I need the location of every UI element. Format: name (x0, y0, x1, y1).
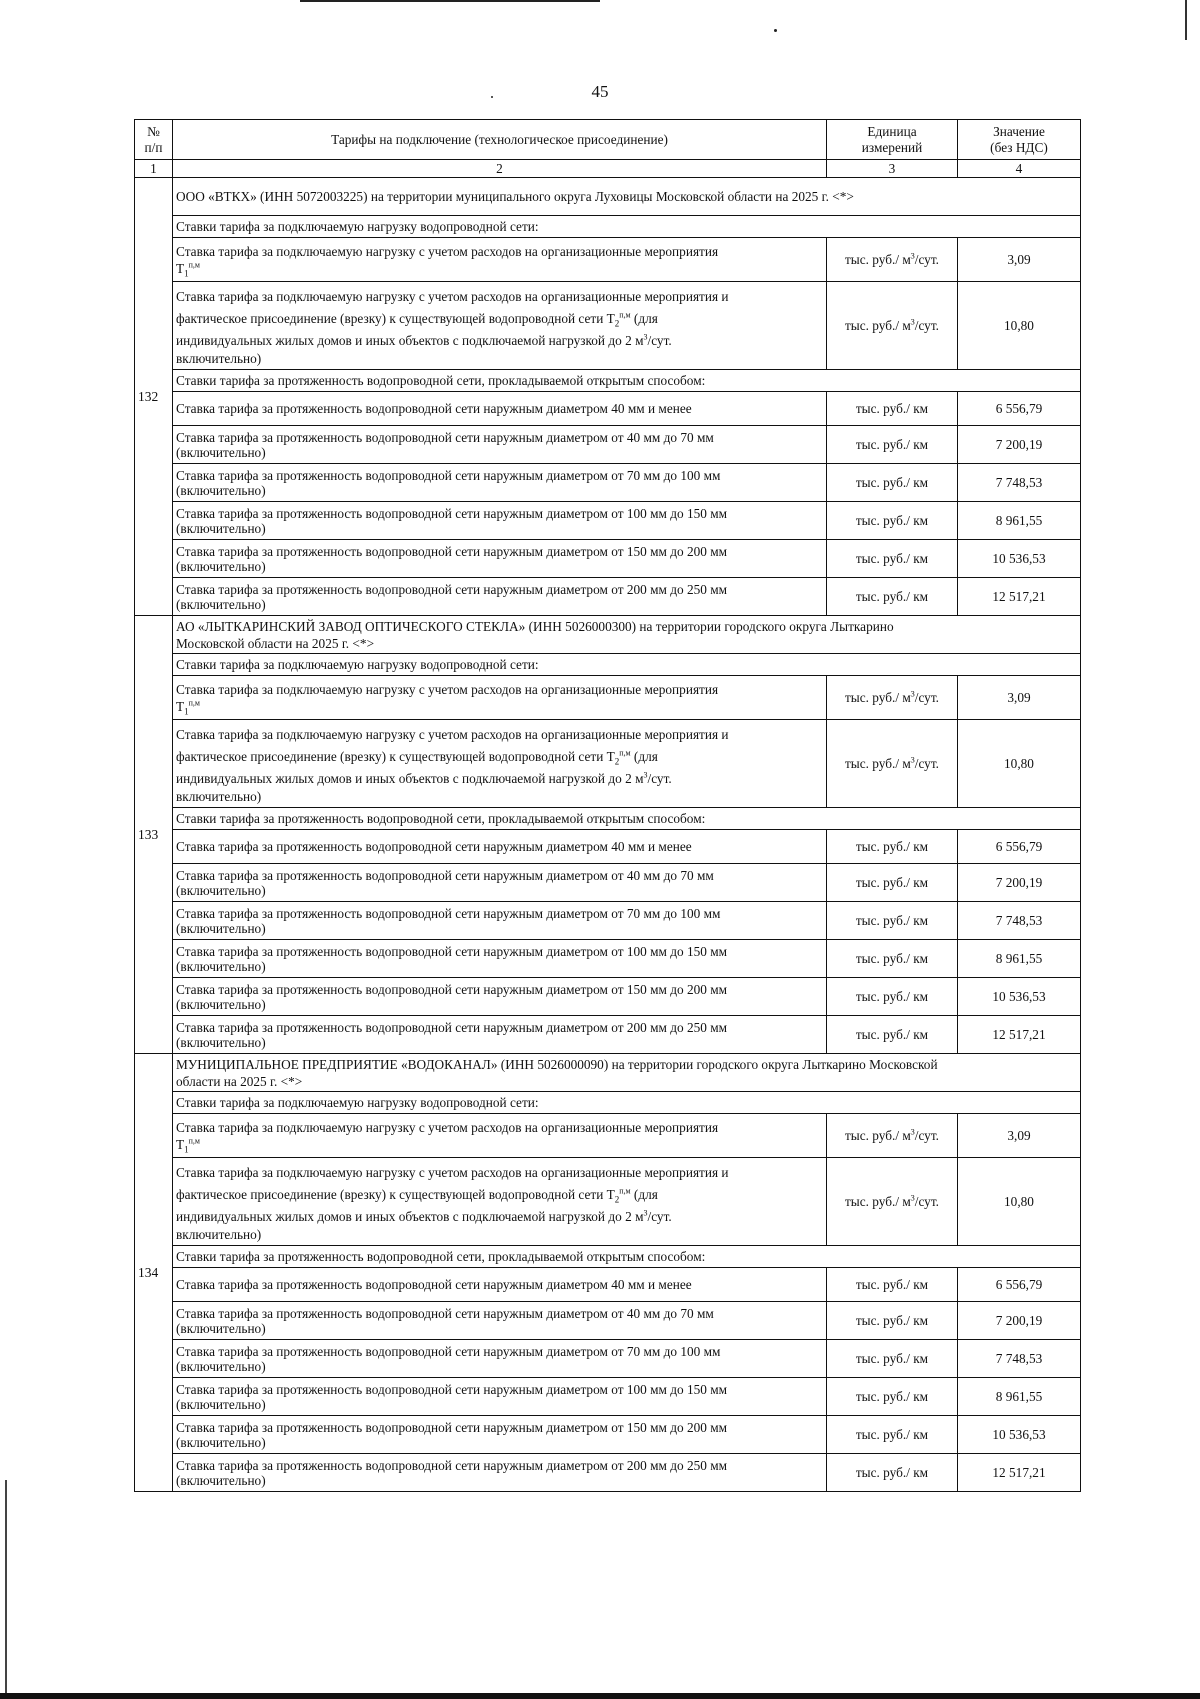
load-heading: Ставки тарифа за подключаемую нагрузку водопроводной сети: (173, 216, 1081, 238)
subscript: 1 (184, 1144, 189, 1155)
subscript: 2 (614, 1194, 620, 1205)
diameter-text: Ставка тарифа за протяженность водопроводной сети наружным диаметром 40 мм и менее (176, 1277, 692, 1292)
diameter-row (135, 578, 1081, 616)
length-heading: Ставки тарифа за протяженность водопроводной сети, прокладываемой открытым способом: (173, 1246, 1081, 1268)
value-cell: 10,80 (958, 720, 1081, 808)
unit-text: тыс. руб./ м (845, 756, 911, 771)
tariff-t2-text: включительно) (176, 788, 262, 804)
diameter-description (173, 540, 827, 578)
scan-edge-top (300, 0, 600, 2)
subscript: 2 (614, 756, 620, 767)
symbol-letter: Т (176, 698, 185, 714)
tariff-t2-text: включительно) (176, 350, 262, 366)
tariff-t2-text: включительно) (176, 1226, 262, 1242)
section-number: 134 (135, 1054, 173, 1492)
organization-line: Московской области на 2025 г. <*> (176, 635, 375, 651)
superscript: п,м (188, 698, 200, 708)
diameter-row (135, 902, 1081, 940)
diameter-description (173, 830, 827, 864)
diameter-description (173, 1302, 827, 1340)
text-part: фактическое присоединение (врезку) к существующей водопроводной сети Т (176, 310, 615, 326)
table-header (135, 120, 1081, 178)
tariff-t2-text: Ставка тарифа за подключаемую нагрузку с учетом расходов на организационные мероприятия и (176, 1164, 729, 1180)
scan-edge-right (1185, 0, 1187, 40)
tariff-t2-description (173, 282, 827, 370)
unit-cell (827, 238, 958, 282)
unit-cell: тыс. руб./ км (827, 464, 958, 502)
diameter-text: Ставка тарифа за протяженность водопроводной сети наружным диаметром от 200 мм до 250 мм (176, 581, 728, 597)
unit-cell: тыс. руб./ км (827, 978, 958, 1016)
diameter-text: Ставка тарифа за протяженность водопроводной сети наружным диаметром от 70 мм до 100 мм (176, 905, 721, 921)
load-heading: Ставки тарифа за подключаемую нагрузку водопроводной сети: (173, 1092, 1081, 1114)
diameter-text: Ставка тарифа за протяженность водопроводной сети наружным диаметром 40 мм и менее (176, 401, 692, 416)
unit-cell: тыс. руб./ км (827, 1340, 958, 1378)
diameter-row (135, 940, 1081, 978)
unit-cell: тыс. руб./ км (827, 1416, 958, 1454)
text-part: /сут. (647, 332, 672, 348)
diameter-description (173, 1268, 827, 1302)
organization-title (173, 178, 1081, 216)
diameter-description (173, 978, 827, 1016)
tariff-t1-symbol (176, 1136, 823, 1153)
superscript: 3 (910, 1127, 915, 1137)
unit-cell (827, 282, 958, 370)
diameter-row (135, 1416, 1081, 1454)
organization-line: АО «ЛЫТКАРИНСКИЙ ЗАВОД ОПТИЧЕСКОГО СТЕКЛА» (ИНН 5026000300) на территории городского округа Лыткарино (176, 618, 894, 634)
diameter-text: (включительно) (176, 1434, 266, 1450)
tariff-t1-row (135, 1114, 1081, 1158)
superscript: 3 (910, 1193, 915, 1203)
superscript: 3 (643, 1208, 648, 1218)
unit-cell: тыс. руб./ км (827, 1302, 958, 1340)
tariff-t2-row (135, 1158, 1081, 1246)
diameter-text: Ставка тарифа за протяженность водопроводной сети наружным диаметром от 70 мм до 100 мм (176, 467, 721, 483)
diameter-text: Ставка тарифа за протяженность водопроводной сети наружным диаметром от 70 мм до 100 мм (176, 1343, 721, 1359)
diameter-text: Ставка тарифа за протяженность водопроводной сети наружным диаметром от 200 мм до 250 мм (176, 1019, 728, 1035)
value-cell: 7 748,53 (958, 902, 1081, 940)
diameter-text: (включительно) (176, 882, 266, 898)
section-org-row (135, 178, 1081, 216)
value-cell: 10 536,53 (958, 978, 1081, 1016)
unit-text: тыс. руб./ м (845, 252, 911, 267)
diameter-text: Ставка тарифа за протяженность водопроводной сети наружным диаметром от 100 мм до 150 мм (176, 1381, 728, 1397)
diameter-text: Ставка тарифа за протяженность водопроводной сети наружным диаметром от 100 мм до 150 мм (176, 505, 728, 521)
tariff-t2-row (135, 282, 1081, 370)
diameter-description (173, 940, 827, 978)
text-part: /сут. (647, 1208, 672, 1224)
superscript: 3 (910, 317, 915, 327)
diameter-row (135, 1454, 1081, 1492)
diameter-row (135, 978, 1081, 1016)
diameter-text: (включительно) (176, 1472, 266, 1488)
diameter-text: (включительно) (176, 920, 266, 936)
diameter-text: Ставка тарифа за протяженность водопроводной сети наружным диаметром от 150 мм до 200 мм (176, 981, 728, 997)
diameter-text: (включительно) (176, 958, 266, 974)
value-cell: 3,09 (958, 238, 1081, 282)
unit-cell: тыс. руб./ км (827, 830, 958, 864)
value-cell: 12 517,21 (958, 578, 1081, 616)
scan-speck (774, 29, 777, 32)
text-part: индивидуальных жилых домов и иных объектов с подключаемой нагрузкой до 2 м (176, 770, 644, 786)
length-heading: Ставки тарифа за протяженность водопроводной сети, прокладываемой открытым способом: (173, 808, 1081, 830)
tariff-t1-symbol (176, 698, 823, 715)
tariff-t2-description (173, 720, 827, 808)
value-cell: 3,09 (958, 676, 1081, 720)
column-index: 1 (135, 160, 173, 178)
unit-cell: тыс. руб./ км (827, 578, 958, 616)
unit-cell: тыс. руб./ км (827, 940, 958, 978)
unit-text: /сут. (914, 318, 939, 333)
value-cell: 7 748,53 (958, 464, 1081, 502)
unit-cell: тыс. руб./ км (827, 864, 958, 902)
diameter-description (173, 426, 827, 464)
unit-cell: тыс. руб./ км (827, 540, 958, 578)
diameter-text: Ставка тарифа за протяженность водопроводной сети наружным диаметром от 200 мм до 250 мм (176, 1457, 728, 1473)
tariff-t2-text (176, 1184, 823, 1206)
organization-line: МУНИЦИПАЛЬНОЕ ПРЕДПРИЯТИЕ «ВОДОКАНАЛ» (ИНН 5026000090) на территории городского округа Лыткарино Московской (176, 1056, 938, 1072)
value-cell: 12 517,21 (958, 1454, 1081, 1492)
value-cell: 8 961,55 (958, 940, 1081, 978)
unit-text: /сут. (914, 690, 939, 705)
diameter-description (173, 1416, 827, 1454)
section-number: 133 (135, 616, 173, 1054)
value-cell: 7 748,53 (958, 1340, 1081, 1378)
diameter-text: (включительно) (176, 1320, 266, 1336)
diameter-description (173, 1016, 827, 1054)
organization-line: ООО «ВТКХ» (ИНН 5072003225) на территории муниципального округа Луховицы Московской области на 2025 г. <*> (176, 189, 854, 204)
tariff-t2-text (176, 1206, 823, 1228)
length-heading-row (135, 808, 1081, 830)
diameter-text: Ставка тарифа за протяженность водопроводной сети наружным диаметром от 100 мм до 150 мм (176, 943, 728, 959)
text-part: индивидуальных жилых домов и иных объектов с подключаемой нагрузкой до 2 м (176, 1208, 644, 1224)
tariff-t1-text: Ставка тарифа за подключаемую нагрузку с учетом расходов на организационные мероприятия (176, 243, 719, 259)
value-cell: 10 536,53 (958, 1416, 1081, 1454)
diameter-row (135, 464, 1081, 502)
value-cell: 8 961,55 (958, 502, 1081, 540)
unit-cell: тыс. руб./ км (827, 1268, 958, 1302)
superscript: 3 (910, 689, 915, 699)
text-part: (для (630, 310, 658, 326)
unit-text: тыс. руб./ м (845, 318, 911, 333)
header-title: Тарифы на подключение (технологическое присоединение) (173, 120, 827, 160)
diameter-description (173, 1378, 827, 1416)
value-cell: 6 556,79 (958, 830, 1081, 864)
diameter-row (135, 1340, 1081, 1378)
diameter-text: Ставка тарифа за протяженность водопроводной сети наружным диаметром от 40 мм до 70 мм (176, 867, 714, 883)
diameter-row (135, 1016, 1081, 1054)
symbol-letter: Т (176, 260, 185, 276)
diameter-row (135, 1268, 1081, 1302)
diameter-row (135, 426, 1081, 464)
tariff-t2-text (176, 330, 823, 352)
diameter-description (173, 392, 827, 426)
diameter-row (135, 1302, 1081, 1340)
text-part: фактическое присоединение (врезку) к существующей водопроводной сети Т (176, 1186, 615, 1202)
value-cell: 10,80 (958, 282, 1081, 370)
diameter-row (135, 1378, 1081, 1416)
unit-cell: тыс. руб./ км (827, 1016, 958, 1054)
tariff-t1-description (173, 1114, 827, 1158)
tariff-t2-text (176, 308, 823, 330)
unit-cell (827, 1114, 958, 1158)
scan-edge-left (5, 1480, 7, 1699)
subscript: 2 (614, 318, 620, 329)
diameter-description (173, 1340, 827, 1378)
diameter-description (173, 502, 827, 540)
load-heading: Ставки тарифа за подключаемую нагрузку водопроводной сети: (173, 654, 1081, 676)
superscript: п,м (188, 260, 200, 270)
diameter-text: (включительно) (176, 1358, 266, 1374)
text-part: /сут. (647, 770, 672, 786)
text-part: фактическое присоединение (врезку) к существующей водопроводной сети Т (176, 748, 615, 764)
header-value: Значение (без НДС) (958, 120, 1081, 160)
diameter-text: (включительно) (176, 558, 266, 574)
diameter-text: Ставка тарифа за протяженность водопроводной сети наружным диаметром 40 мм и менее (176, 839, 692, 854)
tariff-t1-text: Ставка тарифа за подключаемую нагрузку с учетом расходов на организационные мероприятия (176, 1119, 719, 1135)
superscript: 3 (643, 770, 648, 780)
superscript: 3 (910, 755, 915, 765)
length-heading: Ставки тарифа за протяженность водопроводной сети, прокладываемой открытым способом: (173, 370, 1081, 392)
diameter-description (173, 464, 827, 502)
unit-text: тыс. руб./ м (845, 1128, 911, 1143)
diameter-row (135, 502, 1081, 540)
column-index: 4 (958, 160, 1081, 178)
tariff-t2-text: Ставка тарифа за подключаемую нагрузку с учетом расходов на организационные мероприятия и (176, 726, 729, 742)
diameter-text: Ставка тарифа за протяженность водопроводной сети наружным диаметром от 150 мм до 200 мм (176, 1419, 728, 1435)
superscript: 3 (910, 251, 915, 261)
superscript: п,м (619, 748, 631, 758)
tariff-t2-text (176, 746, 823, 768)
length-heading-row (135, 1246, 1081, 1268)
text-part: (для (630, 748, 658, 764)
subscript: 1 (184, 706, 189, 717)
table-body (135, 178, 1081, 1492)
text-part: (для (630, 1186, 658, 1202)
unit-cell: тыс. руб./ км (827, 392, 958, 426)
value-cell: 10,80 (958, 1158, 1081, 1246)
tariff-t1-row (135, 676, 1081, 720)
symbol-letter: Т (176, 1136, 185, 1152)
diameter-row (135, 540, 1081, 578)
value-cell: 6 556,79 (958, 392, 1081, 426)
subscript: 1 (184, 268, 189, 279)
superscript: 3 (643, 332, 648, 342)
value-cell: 7 200,19 (958, 864, 1081, 902)
organization-title (173, 616, 1081, 654)
diameter-text: Ставка тарифа за протяженность водопроводной сети наружным диаметром от 40 мм до 70 мм (176, 429, 714, 445)
load-heading-row (135, 1092, 1081, 1114)
unit-cell: тыс. руб./ км (827, 1454, 958, 1492)
organization-title (173, 1054, 1081, 1092)
column-index: 3 (827, 160, 958, 178)
tariff-t1-row (135, 238, 1081, 282)
text-part: индивидуальных жилых домов и иных объектов с подключаемой нагрузкой до 2 м (176, 332, 644, 348)
column-index: 2 (173, 160, 827, 178)
unit-cell (827, 676, 958, 720)
value-cell: 3,09 (958, 1114, 1081, 1158)
tariff-t2-text (176, 768, 823, 790)
unit-cell (827, 1158, 958, 1246)
unit-cell (827, 720, 958, 808)
unit-text: /сут. (914, 252, 939, 267)
value-cell: 10 536,53 (958, 540, 1081, 578)
load-heading-row (135, 654, 1081, 676)
tariff-t2-text: Ставка тарифа за подключаемую нагрузку с учетом расходов на организационные мероприятия и (176, 288, 729, 304)
unit-text: тыс. руб./ м (845, 690, 911, 705)
unit-text: /сут. (914, 1128, 939, 1143)
tariff-t1-symbol (176, 260, 823, 277)
tariff-t2-row (135, 720, 1081, 808)
tariff-t1-description (173, 238, 827, 282)
value-cell: 6 556,79 (958, 1268, 1081, 1302)
value-cell: 12 517,21 (958, 1016, 1081, 1054)
unit-cell: тыс. руб./ км (827, 902, 958, 940)
diameter-text: (включительно) (176, 444, 266, 460)
value-cell: 8 961,55 (958, 1378, 1081, 1416)
superscript: п,м (188, 1136, 200, 1146)
diameter-text: (включительно) (176, 996, 266, 1012)
diameter-text: (включительно) (176, 596, 266, 612)
diameter-text: (включительно) (176, 1396, 266, 1412)
tariff-t1-text: Ставка тарифа за подключаемую нагрузку с учетом расходов на организационные мероприятия (176, 681, 719, 697)
unit-text: /сут. (914, 756, 939, 771)
diameter-description (173, 902, 827, 940)
tariff-t1-description (173, 676, 827, 720)
header-num: № п/п (135, 120, 173, 160)
diameter-text: Ставка тарифа за протяженность водопроводной сети наружным диаметром от 150 мм до 200 мм (176, 543, 728, 559)
value-cell: 7 200,19 (958, 1302, 1081, 1340)
diameter-text: (включительно) (176, 482, 266, 498)
scan-edge-bottom (0, 1693, 1200, 1699)
unit-text: /сут. (914, 1194, 939, 1209)
tariff-table (134, 119, 1081, 1492)
diameter-row (135, 830, 1081, 864)
diameter-description (173, 578, 827, 616)
unit-text: тыс. руб./ м (845, 1194, 911, 1209)
diameter-description (173, 1454, 827, 1492)
diameter-row (135, 392, 1081, 426)
header-unit: Единица измерений (827, 120, 958, 160)
superscript: п,м (619, 310, 631, 320)
section-number: 132 (135, 178, 173, 616)
diameter-text: (включительно) (176, 1034, 266, 1050)
unit-cell: тыс. руб./ км (827, 426, 958, 464)
organization-line: области на 2025 г. <*> (176, 1073, 303, 1089)
section-org-row (135, 616, 1081, 654)
superscript: п,м (619, 1186, 631, 1196)
diameter-text: (включительно) (176, 520, 266, 536)
diameter-row (135, 864, 1081, 902)
page-number: 45 (591, 82, 609, 101)
diameter-description (173, 864, 827, 902)
section-org-row (135, 1054, 1081, 1092)
diameter-text: Ставка тарифа за протяженность водопроводной сети наружным диаметром от 40 мм до 70 мм (176, 1305, 714, 1321)
length-heading-row (135, 370, 1081, 392)
tariff-t2-description (173, 1158, 827, 1246)
load-heading-row (135, 216, 1081, 238)
value-cell: 7 200,19 (958, 426, 1081, 464)
unit-cell: тыс. руб./ км (827, 1378, 958, 1416)
unit-cell: тыс. руб./ км (827, 502, 958, 540)
